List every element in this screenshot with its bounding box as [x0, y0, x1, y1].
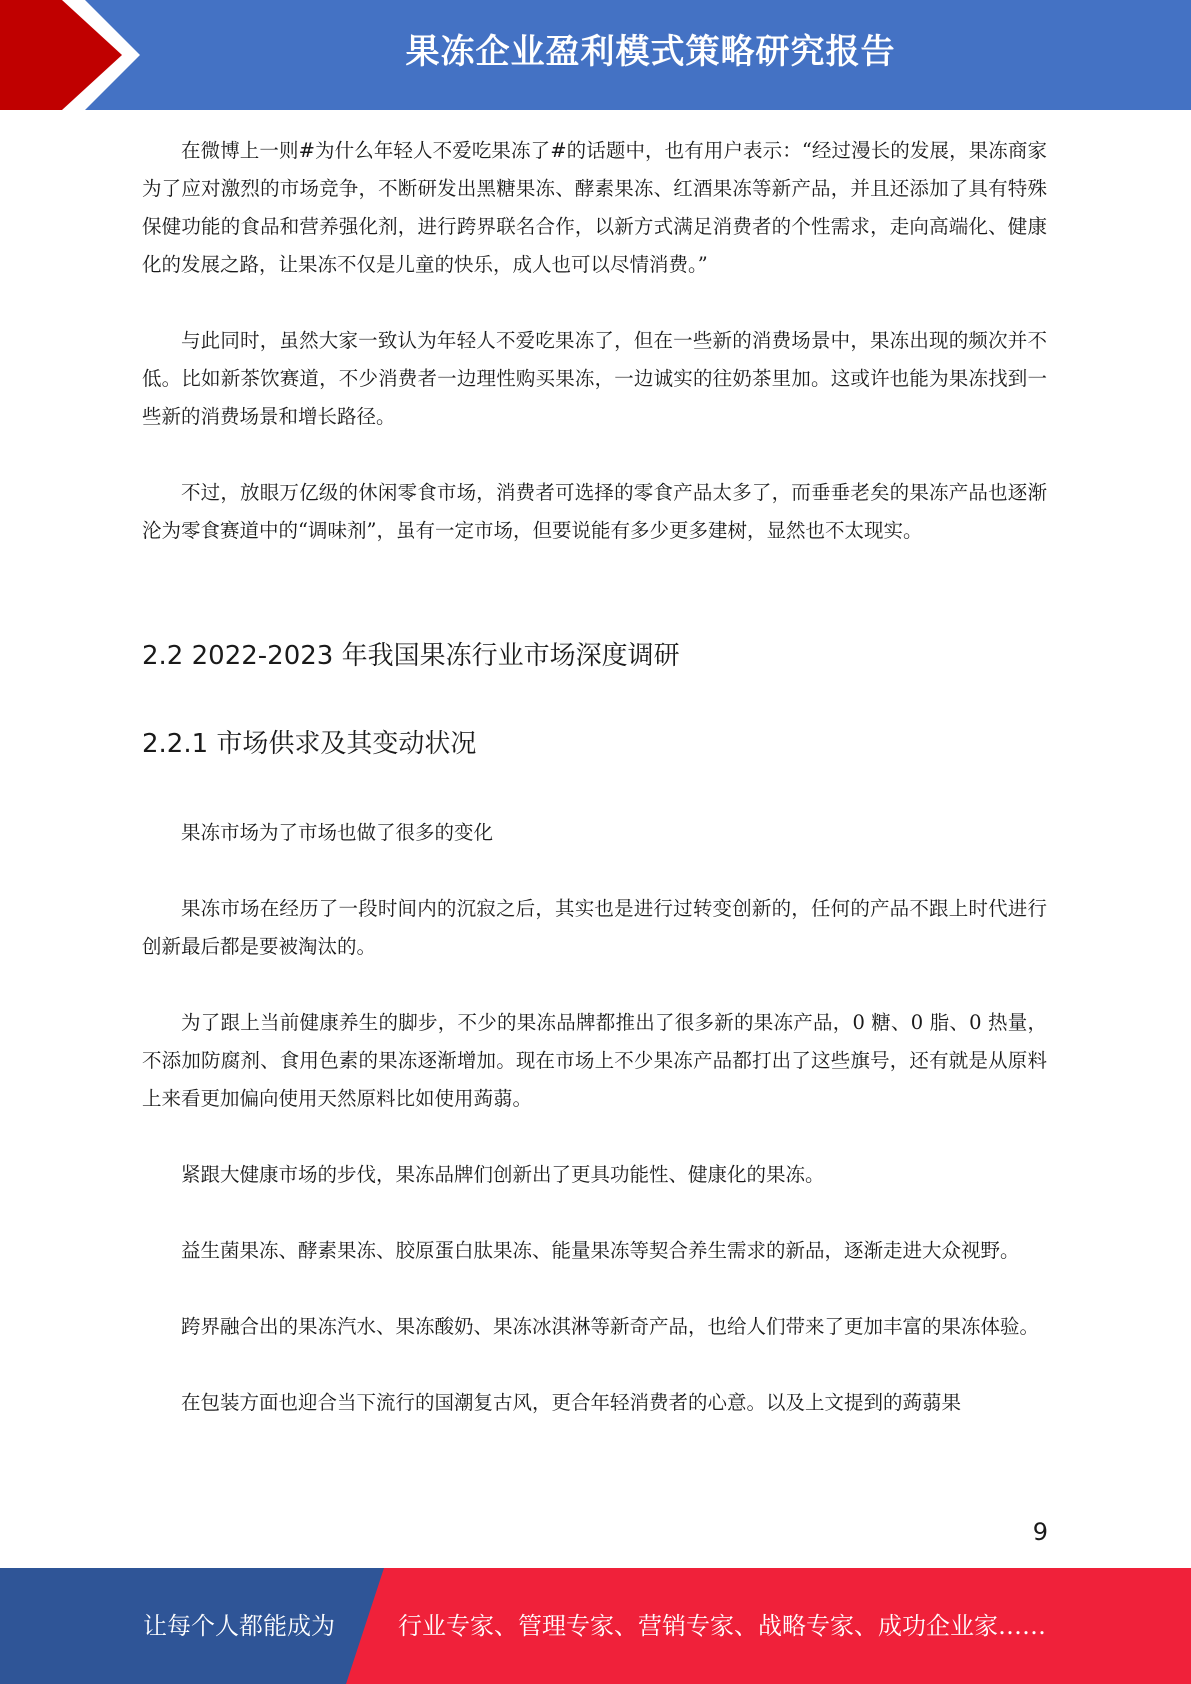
paragraph: 不过，放眼万亿级的休闲零食市场，消费者可选择的零食产品太多了，而垂垂老矣的果冻产品也逐渐沦为零食赛道中的“调味剂”，虽有一定市场，但要说能有多少更多建树，显然也不太现实。 [142, 481, 1047, 542]
paragraph: 为了跟上当前健康养生的脚步，不少的果冻品牌都推出了很多新的果冻产品，0 糖、0 脂、0 热量，不添加防腐剂、食用色素的果冻逐渐增加。现在市场上不少果冻产品都打出了这些旗号，还有就是从原料上来看更加偏向使用天然原料比如使用蒟蒻。 [142, 1011, 1047, 1110]
footer-slogan-left: 让每个人都能成为 [143, 1612, 335, 1640]
report-title: 果冻企业盈利模式策略研究报告 [405, 32, 896, 72]
paragraph: 与此同时，虽然大家一致认为年轻人不爱吃果冻了，但在一些新的消费场景中，果冻出现的频次并不低。比如新茶饮赛道，不少消费者一边理性购买果冻，一边诚实的往奶茶里加。这或许也能为果冻找到一些新的消费场景和增长路径。 [142, 329, 1047, 428]
paragraph: 在包装方面也迎合当下流行的国潮复古风，更合年轻消费者的心意。以及上文提到的蒟蒻果 [181, 1391, 962, 1414]
paragraph: 在微博上一则#为什么年轻人不爱吃果冻了#的话题中，也有用户表示：“经过漫长的发展，果冻商家为了应对激烈的市场竞争，不断研发出黑糖果冻、酵素果冻、红酒果冻等新产品，并且还添加了具有特殊保健功能的食品和营养强化剂，进行跨界联名合作，以新方式满足消费者的个性需求，走向高端化、健康化的发展之路，让果冻不仅是儿童的快乐，成人也可以尽情消费。” [142, 139, 1047, 276]
header-arrow-decoration [0, 0, 160, 110]
paragraph: 果冻市场在经历了一段时间内的沉寂之后，其实也是进行过转变创新的，任何的产品不跟上时代进行创新最后都是要被淘汰的。 [142, 897, 1047, 958]
page-header [0, 0, 1191, 110]
page-number: 9 [1032, 1518, 1048, 1546]
page-footer [0, 1568, 1191, 1684]
paragraph: 益生菌果冻、酵素果冻、胶原蛋白肽果冻、能量果冻等契合养生需求的新品，逐渐走进大众视野。 [181, 1239, 1020, 1262]
footer-slogan-right: 行业专家、管理专家、营销专家、战略专家、成功企业家…… [398, 1612, 1046, 1640]
paragraph: 紧跟大健康市场的步伐，果冻品牌们创新出了更具功能性、健康化的果冻。 [181, 1163, 825, 1186]
page-content [142, 132, 1047, 1422]
section-heading: 2.2 2022-2023 年我国果冻行业市场深度调研 [142, 641, 680, 671]
paragraph: 果冻市场为了市场也做了很多的变化 [181, 821, 494, 844]
subsection-heading: 2.2.1 市场供求及其变动状况 [142, 729, 477, 759]
paragraph: 跨界融合出的果冻汽水、果冻酸奶、果冻冰淇淋等新奇产品，也给人们带来了更加丰富的果冻体验。 [181, 1315, 1040, 1338]
